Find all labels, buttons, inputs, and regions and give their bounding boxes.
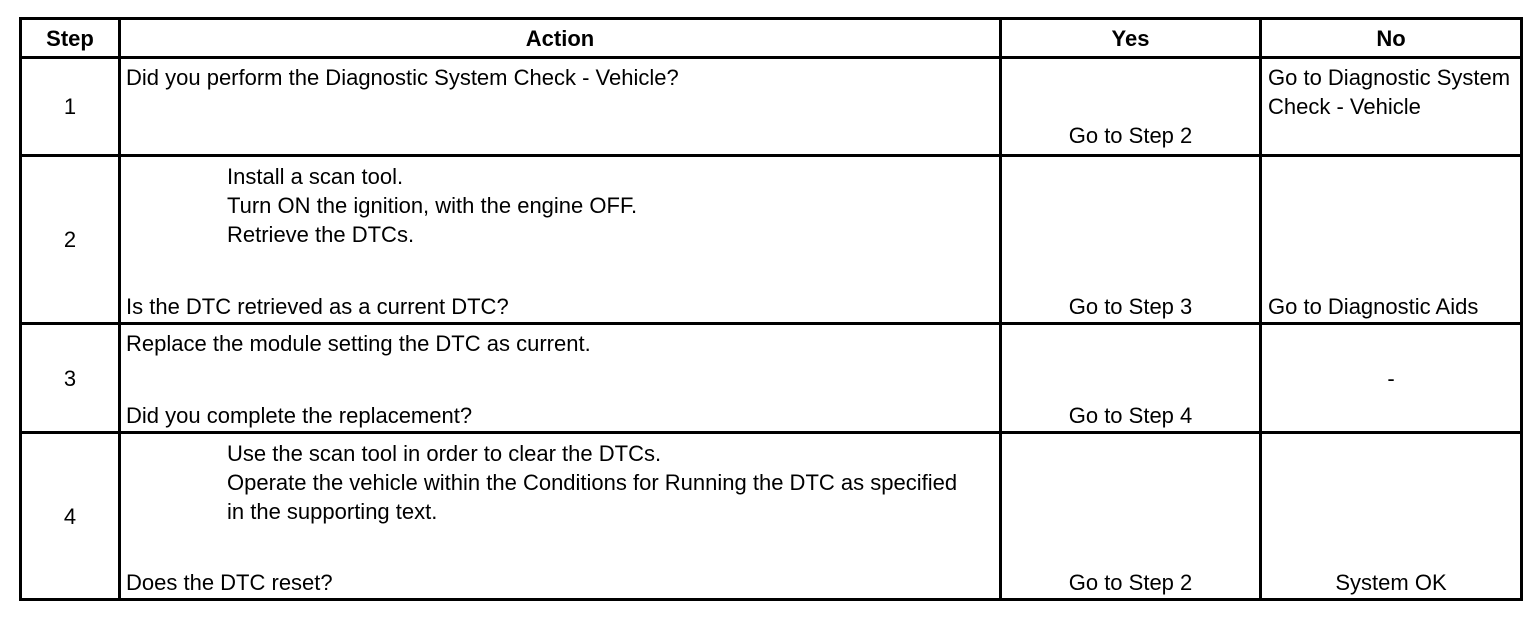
action-cell bbox=[120, 156, 1001, 324]
action-question: Is the DTC retrieved as a current DTC? bbox=[126, 293, 509, 319]
yes-result: Go to Step 4 bbox=[1001, 323, 1261, 432]
action-substep-list bbox=[227, 162, 959, 249]
yes-result: Go to Step 2 bbox=[1001, 433, 1261, 600]
action-cell bbox=[120, 58, 1001, 156]
action-substep: Install a scan tool. bbox=[227, 164, 404, 190]
header-yes: Yes bbox=[1001, 19, 1261, 58]
table-row bbox=[21, 323, 1522, 432]
no-result: Go to Diagnostic System Check - Vehicle bbox=[1261, 58, 1522, 156]
action-question: Does the DTC reset? bbox=[126, 570, 333, 595]
yes-result: Go to Step 2 bbox=[1001, 58, 1261, 156]
table-row bbox=[21, 58, 1522, 156]
step-number: 4 bbox=[21, 433, 120, 600]
step-number: 3 bbox=[21, 323, 120, 432]
header-action: Action bbox=[120, 19, 1001, 58]
no-result: Go to Diagnostic Aids bbox=[1261, 156, 1522, 324]
diagnostic-table bbox=[19, 17, 1523, 601]
yes-result: Go to Step 3 bbox=[1001, 156, 1261, 324]
action-lead-text: Did you perform the Diagnostic System Check - Vehicle? bbox=[126, 65, 679, 90]
table-header-row bbox=[21, 19, 1522, 58]
action-substep: Retrieve the DTCs. bbox=[227, 222, 415, 248]
table-row bbox=[21, 433, 1522, 600]
table-row bbox=[21, 156, 1522, 324]
action-lead-text: Replace the module setting the DTC as current. bbox=[126, 330, 591, 356]
step-number: 1 bbox=[21, 58, 120, 156]
no-result: System OK bbox=[1261, 433, 1522, 600]
action-substep-list bbox=[227, 439, 959, 526]
header-step: Step bbox=[21, 19, 120, 58]
step-number: 2 bbox=[21, 156, 120, 324]
action-substep: Turn ON the ignition, with the engine OFF. bbox=[227, 193, 638, 219]
action-cell bbox=[120, 433, 1001, 600]
action-cell bbox=[120, 323, 1001, 432]
action-substep: Operate the vehicle within the Conditions for Running the DTC as specified in the supporting text. bbox=[227, 470, 958, 525]
action-substep: Use the scan tool in order to clear the DTCs. bbox=[227, 441, 662, 467]
no-result: - bbox=[1261, 323, 1522, 432]
header-no: No bbox=[1261, 19, 1522, 58]
action-question: Did you complete the replacement? bbox=[126, 403, 473, 429]
